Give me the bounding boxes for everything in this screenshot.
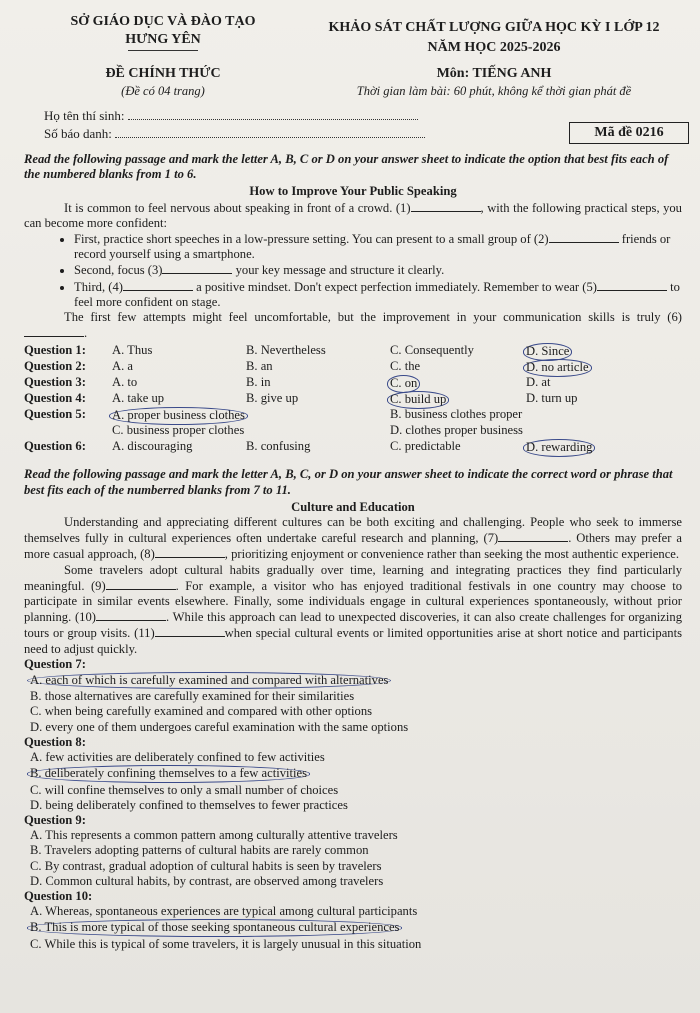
- option-a: A. take up: [112, 391, 165, 406]
- question-1: [24, 343, 684, 358]
- intro-text-b: , with the following practical steps, you can become more confident:: [24, 200, 682, 230]
- p2-text-b: . For example, a visitor who has enjoyed traditional festivals in one country may choose to participate in similar events elsewhere. Finally, some individuals engage in cultural experiences spontaneously, without prior planning. (10): [24, 578, 682, 625]
- option-a: A. This represents a common pattern among culturally attentive travelers: [30, 828, 398, 843]
- blank-9: [106, 578, 176, 590]
- option-c: C. By contrast, gradual adoption of cultural habits is seen by travelers: [30, 858, 382, 873]
- question-label: Question 4:: [24, 391, 86, 406]
- blank-2: [549, 231, 619, 243]
- candidate-name-line: [128, 109, 418, 120]
- step-1: [74, 231, 682, 262]
- question-10: [24, 889, 682, 952]
- option-b: B. Nevertheless: [246, 343, 326, 358]
- candidate-id-line: [115, 127, 425, 138]
- option-b: [24, 919, 682, 936]
- passage2-para1: [24, 515, 682, 563]
- blank-8: [155, 546, 225, 558]
- department-name: SỞ GIÁO DỤC VÀ ĐÀO TẠO: [70, 14, 256, 29]
- part1-instruction: Read the following passage and mark the letter A, B, C or D on your answer sheet to indicate the option that best fits each of the numbered blanks from 1 to 6.: [24, 152, 669, 182]
- option-b: B. Travelers adopting patterns of cultural habits are rarely common: [30, 843, 369, 858]
- option-a: A. Whereas, spontaneous experiences are typical among cultural participants: [30, 904, 418, 919]
- passage1-title: How to Improve Your Public Speaking: [249, 184, 457, 199]
- p2-text-d: when special cultural events or limited opportunities arise at short notice and participants need to adjust quickly.: [24, 626, 682, 656]
- time-note: Thời gian làm bài: 60 phút, không kể thời gian phát đề: [356, 84, 632, 98]
- option-c: C. the: [390, 359, 421, 374]
- province-name: HƯNG YÊN: [125, 32, 201, 47]
- question-7-options: [24, 672, 682, 735]
- question-label: Question 9:: [24, 812, 86, 827]
- option-b: B. in: [246, 375, 271, 390]
- option-c: C. build up: [387, 391, 449, 408]
- option-b: B. an: [246, 359, 273, 374]
- blank-5: [597, 279, 667, 291]
- p1-text-a: Understanding and appreciating different cultures can be both exciting and challenging. People who seek to immerse themselves fully in cultural experiences often undertake careful research and planning, (7): [24, 515, 682, 546]
- step-3-text-a: Third, (4): [74, 279, 123, 294]
- blank-7: [498, 530, 568, 542]
- option-a: A. proper business clothes: [109, 407, 248, 424]
- option-a: A. discouraging: [112, 439, 193, 454]
- question-5-cont: [24, 423, 684, 438]
- passage2-title: Culture and Education: [291, 499, 415, 514]
- step-2-text-b: your key message and structure it clearly.: [232, 263, 445, 278]
- official-label: ĐỀ CHÍNH THỨC: [105, 66, 221, 81]
- step-2-text-a: Second, focus (3): [74, 263, 163, 278]
- step-2: [74, 262, 682, 278]
- p1-text-b: . Others may prefer a more casual approach, (8): [24, 531, 682, 562]
- option-c: C. business proper clothes: [112, 423, 245, 438]
- intro-text-a: It is common to feel nervous about speaking in front of a crowd. (1): [64, 200, 411, 215]
- closing-text-b: .: [84, 326, 88, 341]
- question-6: [24, 439, 684, 454]
- question-8: [24, 735, 682, 813]
- step-3: [74, 279, 682, 310]
- p1-text-c: , prioritizing enjoyment or convenience rather than seeking the most authentic experience.: [224, 547, 680, 562]
- question-3: [24, 375, 684, 390]
- option-b: B. those alternatives are carefully examined for their similarities: [30, 689, 355, 704]
- blank-10: [96, 609, 166, 621]
- passage1-steps: [24, 231, 682, 310]
- option-a: [24, 672, 682, 689]
- question-label: Question 3:: [24, 375, 86, 390]
- option-b: [24, 765, 682, 782]
- option-a: A. Thus: [112, 343, 153, 358]
- option-b: B. give up: [246, 391, 299, 406]
- candidate-id-label: Số báo danh:: [44, 126, 112, 141]
- step-3-text-b: a positive mindset. Don't expect perfection immediately. Remember to wear (5): [192, 279, 597, 294]
- option-c: C. While this is typical of some travelers, it is largely unusual in this situation: [30, 936, 422, 951]
- option-d: D. turn up: [526, 391, 578, 406]
- blank-11: [155, 625, 225, 637]
- step-1-text-a: First, practice short speeches in a low-pressure setting. You can present to a small group of (2): [74, 232, 549, 247]
- step-3-text-c: to feel more confident on stage.: [74, 279, 680, 309]
- exam-title: KHẢO SÁT CHẤT LƯỢNG GIỮA HỌC KỲ I LỚP 12: [328, 20, 660, 35]
- question-label: Question 1:: [24, 343, 86, 358]
- page-count: (Đề có 04 trang): [121, 84, 205, 98]
- header-divider: [128, 50, 198, 51]
- blank-1: [411, 200, 481, 212]
- school-year: NĂM HỌC 2025-2026: [427, 40, 561, 55]
- option-b: B. business clothes proper: [390, 407, 523, 422]
- option-c: C. Consequently: [390, 343, 474, 358]
- passage1-closing: [24, 310, 682, 341]
- question-label: Question 10:: [24, 888, 93, 903]
- question-label: Question 8:: [24, 734, 86, 749]
- option-a: A. few activities are deliberately confined to few activities: [30, 750, 325, 765]
- option-d: D. Since: [523, 343, 572, 360]
- option-a-text: A. each of which is carefully examined and compared with alternatives: [27, 672, 391, 689]
- option-d: D. Common cultural habits, by contrast, are observed among travelers: [30, 873, 384, 888]
- blank-6: [24, 325, 84, 337]
- option-b-text: B. deliberately confining themselves to a few activities: [27, 765, 310, 782]
- question-9-options: [24, 828, 682, 889]
- step-1-text-b: friends or record yourself using a smartphone.: [74, 232, 671, 262]
- option-c: C. will confine themselves to only a small number of choices: [30, 782, 339, 797]
- option-d: D. no article: [523, 359, 592, 376]
- option-d: D. rewarding: [523, 439, 595, 456]
- blank-4: [123, 279, 193, 291]
- option-d: D. at: [526, 375, 551, 390]
- option-d: D. being deliberately confined to themselves to fewer practices: [30, 797, 348, 812]
- question-9: [24, 813, 682, 889]
- candidate-id-field: [44, 126, 425, 141]
- option-d: D. every one of them undergoes careful examination with the same options: [30, 719, 409, 734]
- exam-code-box: Mã đề 0216: [569, 122, 689, 144]
- p2-text-c: . While this approach can lead to unexpected discoveries, it can also create challenges for organizing tours or group visits. (11): [24, 610, 682, 641]
- question-2: [24, 359, 684, 374]
- option-c: C. when being carefully examined and compared with other options: [30, 704, 373, 719]
- option-b-text: B. This is more typical of those seeking spontaneous cultural experiences: [27, 919, 402, 936]
- part2-instruction: Read the following passage and mark the letter A, B, C, or D on your answer sheet to indicate the correct word or phrase that best fits each of the numberred blanks from 7 to 11.: [24, 467, 673, 497]
- question-7: [24, 657, 682, 735]
- question-label: Question 6:: [24, 439, 86, 454]
- candidate-name-field: [44, 108, 418, 123]
- closing-text-a: The first few attempts might feel uncomfortable, but the improvement in your communication skills is truly (6): [64, 310, 682, 325]
- questions-1-6: [24, 343, 682, 467]
- question-label: Question 7:: [24, 656, 86, 671]
- passage2-para2: [24, 563, 682, 657]
- option-a: A. a: [112, 359, 133, 374]
- question-label: Question 2:: [24, 359, 86, 374]
- question-label: Question 5:: [24, 407, 86, 422]
- option-c: C. on: [387, 375, 420, 392]
- exam-header: [24, 10, 682, 146]
- option-d: D. clothes proper business: [390, 423, 523, 438]
- subject: Môn: TIẾNG ANH: [436, 66, 552, 81]
- question-5: [24, 407, 684, 422]
- option-c: C. predictable: [390, 439, 461, 454]
- question-4: [24, 391, 684, 406]
- blank-3: [162, 262, 232, 274]
- candidate-name-label: Họ tên thí sinh:: [44, 108, 125, 123]
- question-10-options: [24, 904, 682, 952]
- p2-text-a: Some travelers adopt cultural habits gradually over time, learning and integrating practices they find particularly meaningful. (9): [24, 562, 682, 593]
- option-a: A. to: [112, 375, 138, 390]
- question-8-options: [24, 750, 682, 813]
- option-b: B. confusing: [246, 439, 311, 454]
- passage1-intro: [24, 200, 682, 231]
